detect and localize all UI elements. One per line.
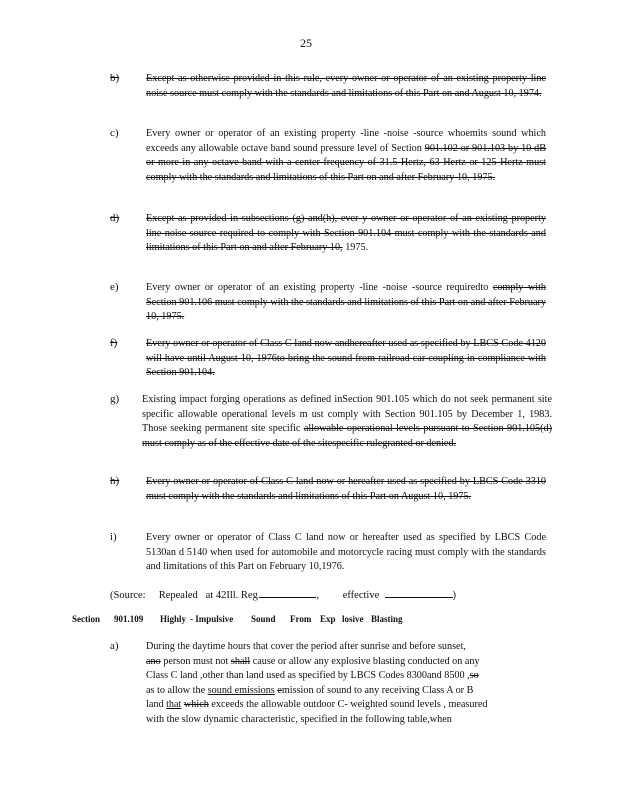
item-text: Every owner or operator of an existing property -line -noise -source whoemits sound which exceeds any allowable octave band sound pressure level of Section 901.102 or 901.103 by 10 dB or more in any octave band with a center frequency of 31.5 Hertz, 63 Hertz or 125 Hertz must comply with the standards and limitations of this Part on and after February 10, 1975.	[146, 128, 547, 183]
item-label: i)	[110, 531, 117, 543]
item-label: a)	[110, 640, 119, 652]
item-text: Every owner or operator of Class C land now or hereafter used as specified by LBCS Code 5130an d 5140 when used for automobile and motorcycle racing must comply with the standards and limitations of this Part on February 10,1976.	[146, 532, 546, 573]
item-label: h)	[110, 475, 120, 487]
section-word: losive	[342, 614, 364, 624]
item-text: Every owner or operator of Class C land now or hereafter used as specified by LBCS Code 3310 must comply with the standards and limitations of this Part on August 10, 1975.	[146, 476, 546, 502]
section-a-text: During the daytime hours that cover the period after sunrise and before sunset, ano person must not shall cause or allow any explosive blasting conducted on any Class C land ,other than land used as specified by LBCS Codes 8300and 8500 ,so as to allow the sound emissions emission of sound to any receiving Class A or B land that which exceeds the allowable outdoor C- weighted sound levels , measured with the slow dynamic characteristic, specified in the following table,when	[146, 641, 488, 725]
item-text: Except as otherwise provided in this rule, every owner or operator of an existing property line noise source must comply with the standards and limitations of this Part on and August 10, 1974.	[146, 73, 546, 99]
section-word: Section	[72, 614, 100, 624]
section-id: 901.109	[114, 614, 144, 624]
item-label: f)	[110, 337, 118, 349]
item-label: b)	[110, 72, 120, 84]
item-label: g)	[110, 393, 120, 405]
section-heading	[0, 614, 618, 630]
section-word: Blasting	[371, 614, 403, 624]
item-label: c)	[110, 127, 119, 139]
section-word: Sound	[251, 614, 276, 624]
section-word: Exp	[320, 614, 336, 624]
item-label: e)	[110, 281, 119, 293]
page-number: 25	[300, 36, 312, 50]
section-word: From	[290, 614, 312, 624]
section-word: - Impulsive	[190, 614, 234, 624]
item-text: Except as provided in subsections (g) and(h), ever y owner or operator of an existing property line noise source required to comply with Section 901.104 must comply with the standards and limitations of this Part on and after February 10, 1975.	[146, 213, 546, 254]
item-text: Every owner or operator of an existing property -line -noise -source requiredto comply with Section 901.106 must comply with the standards and limitations of this Part on and after February 10, 1975.	[146, 282, 547, 323]
source-note: (Source: Repealed at 42Ill. Reg. , effective )	[110, 587, 456, 601]
item-text: Every owner or operator of Class C land now andhereafter used as specified by LBCS Code 4120 will have until August 10, 1976to bring the sound from railroad car coupling in compliance with Section 901.104.	[146, 338, 546, 379]
item-text: Existing impact forging operations as defined inSection 901.105 which do not seek permanent site specific allowable operational levels m ust comply with Section 901.105 by December 1, 1983. Those seeking permanent site specific allowable operational levels pursuant to Section 901.105(d) must comply as of the effective date of the sitespecific rulegranted or denied.	[142, 394, 552, 449]
section-word: Highly	[160, 614, 187, 624]
item-label: d)	[110, 212, 120, 224]
